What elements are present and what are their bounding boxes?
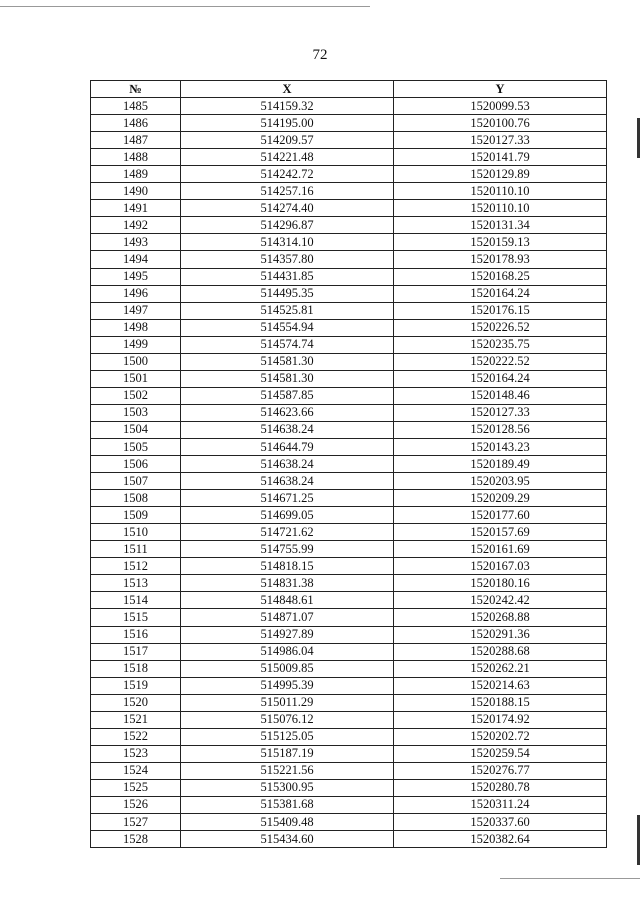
cell-number: 1486 — [91, 115, 181, 132]
cell-x: 514927.89 — [181, 626, 394, 643]
table-row — [91, 490, 607, 507]
cell-y: 1520382.64 — [394, 831, 607, 848]
cell-x: 515300.95 — [181, 779, 394, 796]
cell-y: 1520276.77 — [394, 762, 607, 779]
cell-number: 1492 — [91, 217, 181, 234]
scan-edge-line — [0, 6, 370, 7]
cell-y: 1520178.93 — [394, 251, 607, 268]
table-row — [91, 626, 607, 643]
cell-number: 1505 — [91, 438, 181, 455]
cell-x: 514638.24 — [181, 473, 394, 490]
cell-x: 514495.35 — [181, 285, 394, 302]
table-row — [91, 115, 607, 132]
cell-x: 515409.48 — [181, 814, 394, 831]
cell-y: 1520203.95 — [394, 473, 607, 490]
page-number: 72 — [312, 47, 328, 63]
cell-x: 514221.48 — [181, 149, 394, 166]
cell-x: 514195.00 — [181, 115, 394, 132]
cell-number: 1497 — [91, 302, 181, 319]
table-row — [91, 217, 607, 234]
table-row — [91, 404, 607, 421]
cell-x: 515187.19 — [181, 745, 394, 762]
table-row — [91, 421, 607, 438]
cell-number: 1511 — [91, 541, 181, 558]
cell-number: 1500 — [91, 353, 181, 370]
table-row — [91, 319, 607, 336]
cell-number: 1487 — [91, 132, 181, 149]
cell-y: 1520164.24 — [394, 285, 607, 302]
cell-y: 1520131.34 — [394, 217, 607, 234]
cell-number: 1524 — [91, 762, 181, 779]
cell-number: 1515 — [91, 609, 181, 626]
cell-number: 1499 — [91, 336, 181, 353]
cell-y: 1520209.29 — [394, 490, 607, 507]
cell-x: 515011.29 — [181, 694, 394, 711]
table-row — [91, 234, 607, 251]
cell-number: 1508 — [91, 490, 181, 507]
cell-number: 1526 — [91, 796, 181, 813]
table-row — [91, 370, 607, 387]
table-row — [91, 438, 607, 455]
cell-number: 1493 — [91, 234, 181, 251]
table-row — [91, 98, 607, 115]
coordinates-table — [90, 80, 607, 848]
cell-y: 1520159.13 — [394, 234, 607, 251]
cell-x: 514848.61 — [181, 592, 394, 609]
cell-y: 1520127.33 — [394, 132, 607, 149]
table-row — [91, 592, 607, 609]
table-row — [91, 677, 607, 694]
cell-number: 1498 — [91, 319, 181, 336]
cell-y: 1520177.60 — [394, 507, 607, 524]
cell-x: 514587.85 — [181, 387, 394, 404]
cell-x: 515009.85 — [181, 660, 394, 677]
cell-y: 1520288.68 — [394, 643, 607, 660]
cell-x: 515076.12 — [181, 711, 394, 728]
table-row — [91, 643, 607, 660]
table-row — [91, 694, 607, 711]
cell-y: 1520337.60 — [394, 814, 607, 831]
cell-y: 1520202.72 — [394, 728, 607, 745]
cell-y: 1520161.69 — [394, 541, 607, 558]
cell-y: 1520168.25 — [394, 268, 607, 285]
cell-x: 514296.87 — [181, 217, 394, 234]
cell-y: 1520164.24 — [394, 370, 607, 387]
cell-x: 514986.04 — [181, 643, 394, 660]
table-row — [91, 285, 607, 302]
cell-y: 1520128.56 — [394, 421, 607, 438]
cell-x: 514871.07 — [181, 609, 394, 626]
cell-number: 1525 — [91, 779, 181, 796]
cell-y: 1520291.36 — [394, 626, 607, 643]
table-row — [91, 336, 607, 353]
cell-y: 1520262.21 — [394, 660, 607, 677]
table-row — [91, 541, 607, 558]
cell-y: 1520100.76 — [394, 115, 607, 132]
cell-number: 1496 — [91, 285, 181, 302]
cell-y: 1520226.52 — [394, 319, 607, 336]
cell-x: 514831.38 — [181, 575, 394, 592]
scan-edge-line — [500, 878, 640, 879]
cell-x: 514431.85 — [181, 268, 394, 285]
cell-x: 514357.80 — [181, 251, 394, 268]
cell-x: 514159.32 — [181, 98, 394, 115]
cell-number: 1527 — [91, 814, 181, 831]
cell-y: 1520180.16 — [394, 575, 607, 592]
cell-x: 514209.57 — [181, 132, 394, 149]
cell-number: 1523 — [91, 745, 181, 762]
table-row — [91, 762, 607, 779]
cell-number: 1519 — [91, 677, 181, 694]
table-row — [91, 796, 607, 813]
cell-x: 514721.62 — [181, 524, 394, 541]
cell-y: 1520188.15 — [394, 694, 607, 711]
cell-number: 1509 — [91, 507, 181, 524]
table-row — [91, 132, 607, 149]
cell-number: 1504 — [91, 421, 181, 438]
cell-y: 1520280.78 — [394, 779, 607, 796]
cell-y: 1520127.33 — [394, 404, 607, 421]
cell-y: 1520214.63 — [394, 677, 607, 694]
table-row — [91, 200, 607, 217]
table-row — [91, 831, 607, 848]
header-number: № — [91, 81, 181, 98]
cell-x: 514525.81 — [181, 302, 394, 319]
cell-number: 1510 — [91, 524, 181, 541]
cell-number: 1517 — [91, 643, 181, 660]
cell-y: 1520235.75 — [394, 336, 607, 353]
cell-number: 1521 — [91, 711, 181, 728]
cell-number: 1485 — [91, 98, 181, 115]
cell-x: 514995.39 — [181, 677, 394, 694]
table-row — [91, 456, 607, 473]
header-y: Y — [394, 81, 607, 98]
cell-number: 1514 — [91, 592, 181, 609]
cell-x: 514581.30 — [181, 370, 394, 387]
cell-x: 514274.40 — [181, 200, 394, 217]
table-row — [91, 711, 607, 728]
table-body — [91, 98, 607, 848]
cell-number: 1520 — [91, 694, 181, 711]
cell-x: 515125.05 — [181, 728, 394, 745]
cell-y: 1520174.92 — [394, 711, 607, 728]
cell-y: 1520157.69 — [394, 524, 607, 541]
cell-y: 1520311.24 — [394, 796, 607, 813]
table-row — [91, 507, 607, 524]
table-row — [91, 166, 607, 183]
table-row — [91, 183, 607, 200]
cell-y: 1520268.88 — [394, 609, 607, 626]
cell-y: 1520259.54 — [394, 745, 607, 762]
cell-number: 1489 — [91, 166, 181, 183]
cell-number: 1506 — [91, 456, 181, 473]
cell-y: 1520148.46 — [394, 387, 607, 404]
table-row — [91, 149, 607, 166]
cell-y: 1520222.52 — [394, 353, 607, 370]
cell-number: 1512 — [91, 558, 181, 575]
cell-number: 1522 — [91, 728, 181, 745]
cell-x: 514554.94 — [181, 319, 394, 336]
cell-x: 514644.79 — [181, 438, 394, 455]
cell-number: 1491 — [91, 200, 181, 217]
cell-x: 514574.74 — [181, 336, 394, 353]
cell-x: 514638.24 — [181, 421, 394, 438]
table-row — [91, 575, 607, 592]
cell-x: 514257.16 — [181, 183, 394, 200]
cell-number: 1502 — [91, 387, 181, 404]
cell-x: 514755.99 — [181, 541, 394, 558]
header-x: X — [181, 81, 394, 98]
table-row — [91, 302, 607, 319]
cell-y: 1520242.42 — [394, 592, 607, 609]
cell-number: 1507 — [91, 473, 181, 490]
cell-x: 515381.68 — [181, 796, 394, 813]
cell-y: 1520099.53 — [394, 98, 607, 115]
cell-y: 1520141.79 — [394, 149, 607, 166]
cell-x: 515434.60 — [181, 831, 394, 848]
cell-y: 1520143.23 — [394, 438, 607, 455]
table-header-row — [91, 81, 607, 98]
cell-y: 1520189.49 — [394, 456, 607, 473]
table-row — [91, 268, 607, 285]
cell-x: 514638.24 — [181, 456, 394, 473]
cell-x: 514581.30 — [181, 353, 394, 370]
table-row — [91, 251, 607, 268]
cell-x: 515221.56 — [181, 762, 394, 779]
cell-y: 1520167.03 — [394, 558, 607, 575]
cell-number: 1513 — [91, 575, 181, 592]
table-row — [91, 387, 607, 404]
cell-number: 1494 — [91, 251, 181, 268]
table-row — [91, 728, 607, 745]
cell-x: 514314.10 — [181, 234, 394, 251]
cell-number: 1528 — [91, 831, 181, 848]
cell-x: 514623.66 — [181, 404, 394, 421]
cell-number: 1488 — [91, 149, 181, 166]
cell-y: 1520110.10 — [394, 183, 607, 200]
cell-x: 514699.05 — [181, 507, 394, 524]
cell-number: 1518 — [91, 660, 181, 677]
cell-y: 1520176.15 — [394, 302, 607, 319]
cell-x: 514818.15 — [181, 558, 394, 575]
table-row — [91, 473, 607, 490]
table-row — [91, 660, 607, 677]
table-row — [91, 814, 607, 831]
table-row — [91, 745, 607, 762]
cell-number: 1501 — [91, 370, 181, 387]
cell-y: 1520129.89 — [394, 166, 607, 183]
table-row — [91, 779, 607, 796]
table-row — [91, 524, 607, 541]
table-row — [91, 609, 607, 626]
cell-x: 514242.72 — [181, 166, 394, 183]
cell-x: 514671.25 — [181, 490, 394, 507]
table-row — [91, 353, 607, 370]
cell-y: 1520110.10 — [394, 200, 607, 217]
cell-number: 1503 — [91, 404, 181, 421]
cell-number: 1490 — [91, 183, 181, 200]
cell-number: 1516 — [91, 626, 181, 643]
table-row — [91, 558, 607, 575]
cell-number: 1495 — [91, 268, 181, 285]
